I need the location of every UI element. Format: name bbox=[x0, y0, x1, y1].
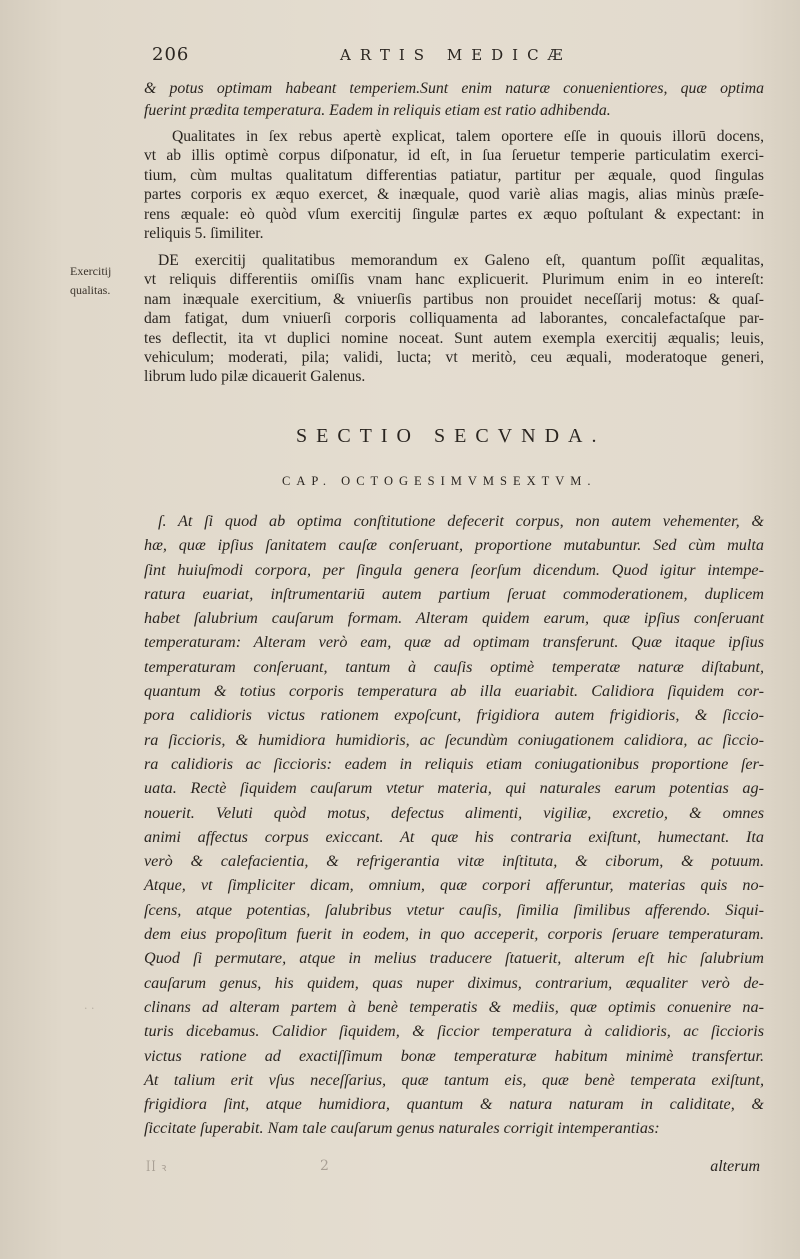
text-line: vt ab illis optimè corpus diſponatur, id eſt, in ſua ſeruetur temperie particulatim exerci- bbox=[144, 147, 764, 165]
text-line: reliquis 5. ſimiliter. bbox=[144, 225, 264, 243]
running-title: ARTIS MEDICÆ bbox=[340, 46, 572, 64]
text-line: habet ſalubrium cauſarum formam. Alteram quidem earum, quæ ipſius conſeruant bbox=[144, 609, 764, 628]
text-line: ſint huiuſmodi corpora, per ſingula genera ſeorſum dicendum. Quod igitur intempe- bbox=[144, 560, 764, 579]
text-line: librum ludo pilæ dicauerit Galenus. bbox=[144, 368, 366, 386]
text-line: vehiculum; moderati, pila; validi, lucta; vt meritò, ceu æquali, moderatoque generi, bbox=[144, 349, 764, 367]
text-line: turis dicebamus. Calidior ſiquidem, & ſiccior temperatura à calidioris, ac ſiccioris bbox=[144, 1022, 764, 1041]
text-line: & potus optimam habeant temperiem.Sunt enim naturæ conuenientiores, quæ optima bbox=[144, 80, 764, 97]
commentary-paragraph-2 bbox=[144, 251, 764, 387]
text-line: clinans ad alteram partem à benè temperatis & mediis, quæ optimis conuenire na- bbox=[144, 997, 764, 1016]
text-line: Atque, vt ſimpliciter dicam, omnium, quæ corpori afferuntur, materias quis no- bbox=[144, 876, 764, 895]
text-line: ſiccitate ſuperabit. Nam tale cauſarum genus naturales corrigit intemperantias: bbox=[144, 1119, 660, 1138]
main-text-paragraph bbox=[144, 509, 764, 1141]
chapter-title: CAP. OCTOGESIMVMSEXTVM. bbox=[282, 474, 597, 488]
text-line: quantum & totius corporis temperatura ab illa euariabit. Calidiora ſiquidem cor- bbox=[144, 682, 764, 701]
text-line: uata. Rectè ſiquidem cauſarum vtetur materia, qui naturales earum potentias ag- bbox=[144, 779, 764, 798]
intro-paragraph bbox=[144, 78, 764, 122]
text-line: At talium erit vſus neceſſarius, quæ tantum eis, quæ benè temperata exiſtunt, bbox=[144, 1070, 764, 1089]
text-line: ſcens, atque potentias, ſalubribus vtetur cauſis, ſimilia ſimilibus afferendo. Siqui- bbox=[144, 900, 764, 919]
catchword: alterum bbox=[710, 1158, 760, 1175]
library-stamp: ꟾꟾ ꝛ bbox=[146, 1161, 168, 1174]
text-line: ratura euariat, inſtrumentariū autem partium ſeruat commoderationem, duplicem bbox=[144, 584, 764, 603]
text-line: tes deflectit, ita vt duplici nomine noceat. Sunt autem exempla exercitij æqualis; leuis, bbox=[144, 329, 764, 347]
text-line: ra ſiccioris, & humidiora humidioris, ac ſecundùm coniugationem calidiora, ac ſiccio- bbox=[144, 730, 764, 749]
section-title: SECTIO SECVNDA. bbox=[296, 425, 606, 447]
bleed-through-mark: · · bbox=[84, 1002, 95, 1015]
text-line: nouerit. Veluti quòd motus, defectus alimenti, vigiliæ, excretio, & omnes bbox=[144, 803, 764, 822]
page-number: 206 bbox=[152, 44, 190, 65]
text-line: tium, cùm multas qualitatum differentias patiatur, partitur per æquale, quod ſingulas bbox=[144, 166, 764, 184]
text-line: partes corporis ex æquo exercet, & inæquale, quod variè alias magis, alias minùs præſe- bbox=[144, 186, 764, 204]
commentary-paragraph-1 bbox=[144, 127, 764, 243]
text-line: dem eius propoſitum fuerit in eodem, in quo acceperit, corporis ſeruare temperaturam. bbox=[144, 925, 764, 944]
signature-mark: 2 bbox=[320, 1158, 329, 1174]
text-line: temperaturam: Alteram verò eam, quæ ad optimam transferunt. Quæ itaque ipſius bbox=[144, 633, 764, 652]
text-line: ra calidioris ac ſiccioris: eadem in reliquis etiam coniugationibus proportione ſer- bbox=[144, 754, 764, 773]
margin-note-line: Exercitij bbox=[70, 264, 112, 278]
margin-note-line: qualitas. bbox=[70, 283, 111, 297]
text-line: cauſarum genus, his quidem, quas nuper diximus, contrarium, æqualiter verò de- bbox=[144, 973, 764, 992]
text-line: DE exercitij qualitatibus memorandum ex Galeno eſt, quantum poſſit æqualitas, bbox=[158, 252, 764, 269]
text-line: frigidiora ſint, atque humidiora, quantum & natura naturam in caliditate, & bbox=[144, 1095, 764, 1114]
text-line: victus ratione ad exactiſſimum bonæ temperaturæ habitum minimè transfertur. bbox=[144, 1046, 764, 1065]
margin-note bbox=[70, 262, 111, 300]
page-header bbox=[0, 44, 800, 70]
text-line: pora calidioris victus rationem expoſcunt, frigidiora autem frigidioris, & ſiccio- bbox=[144, 706, 764, 725]
text-line: hæ, quæ ipſius ſanitatem cauſæ conſeruant, proportione mutabuntur. Sed cùm multa bbox=[144, 536, 764, 555]
text-line: fuerint prædita temperatura. Eadem in reliquis etiam est ratio adhibenda. bbox=[144, 102, 611, 119]
text-line: vt reliquis differentiis omiſſis vnam hanc explicuerit. Plurimum enim in eo intereſt: bbox=[144, 271, 764, 289]
text-line: animi affectus corpus exiccant. At quæ his contraria exiſtunt, humectant. Ita bbox=[144, 827, 764, 846]
text-line: Quod ſi permutare, atque in melius traducere ſtatuerit, alterum eſt hic ſalubrium bbox=[144, 949, 764, 968]
text-line: Qualitates in ſex rebus apertè explicat, talem oportere eſſe in quouis illorū docens, bbox=[172, 128, 764, 145]
text-line: dam fatigat, dum vniuerſi corporis colliquamenta ad laborantes, concalefactaſque par- bbox=[144, 310, 764, 328]
text-line: temperaturam conſeruant, tantum à cauſis optimè temperatæ naturæ diſtabunt, bbox=[144, 657, 764, 676]
text-line: ſ. At ſi quod ab optima conſtitutione defecerit corpus, non autem vehementer, & bbox=[158, 512, 764, 530]
text-line: nam inæquale exercitium, & vniuerſis partibus non prouidet neceſſarij motus: & quaſ- bbox=[144, 290, 764, 308]
text-line: verò & calefacientia, & refrigerantia vitæ inſtituta, & ciborum, & potuum. bbox=[144, 852, 764, 871]
text-line: rens æquale: eò quòd vſum exercitij ſingulæ partes ex æquo poſtulant & expectant: in bbox=[144, 205, 764, 223]
